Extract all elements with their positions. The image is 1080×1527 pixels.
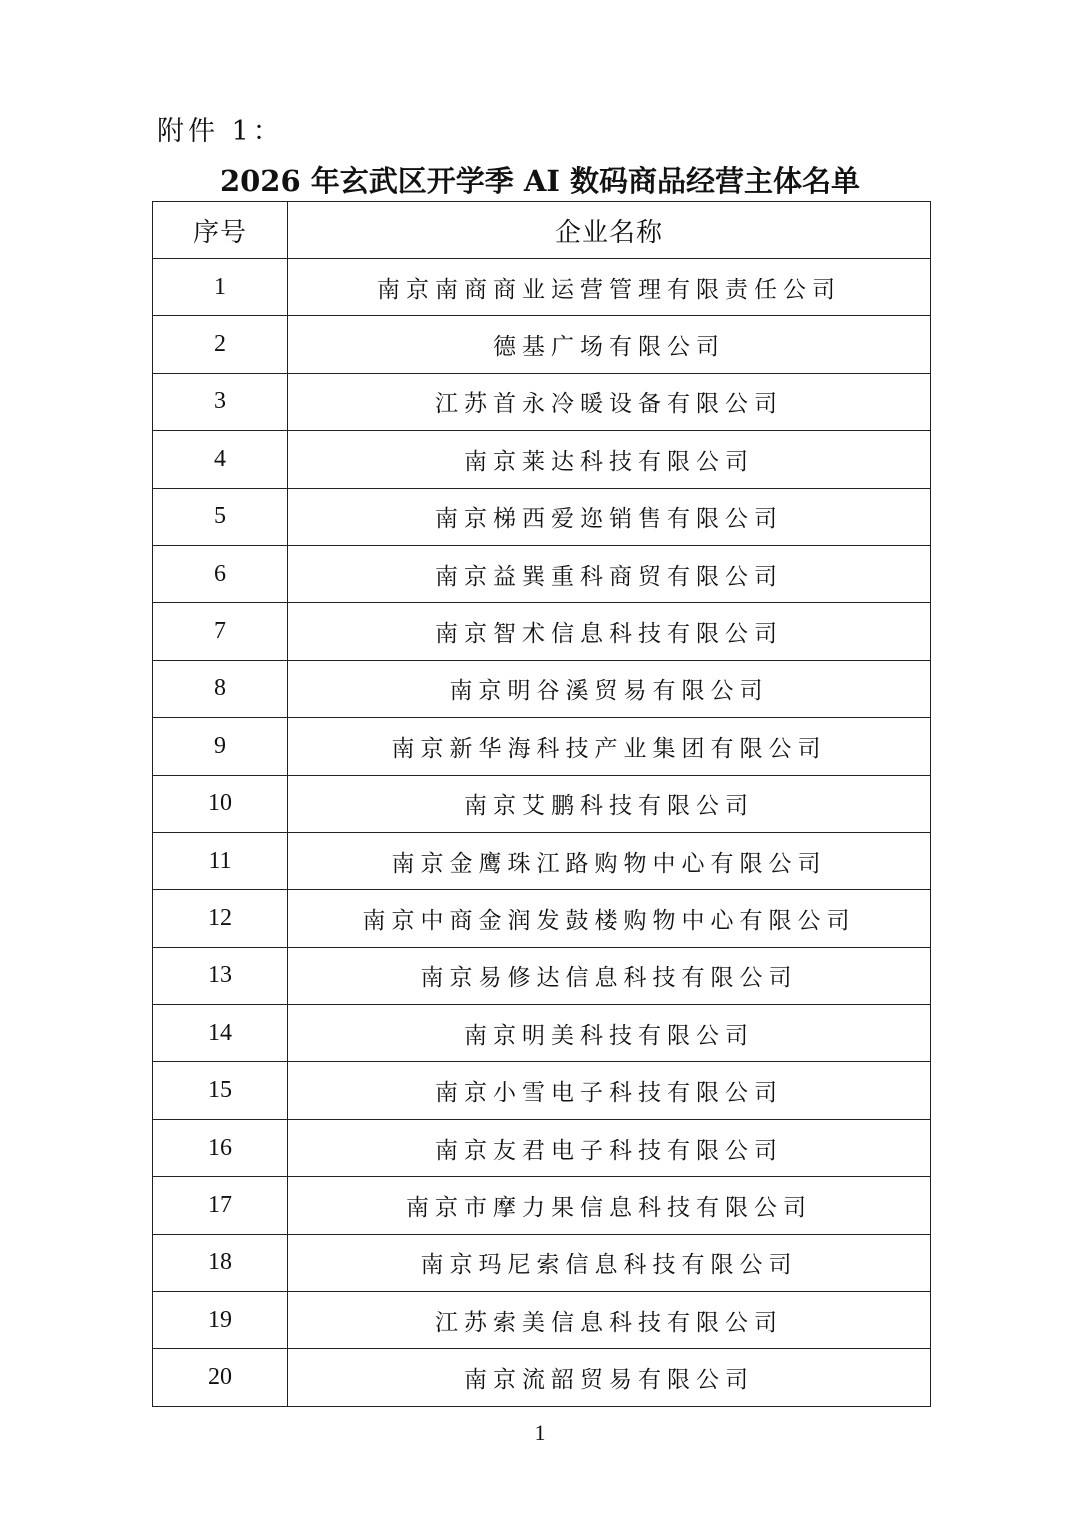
row-number: 5: [153, 488, 288, 545]
enterprise-name: 南京梯西爱迩销售有限公司: [288, 488, 931, 545]
page-number: 1: [534, 1420, 546, 1445]
table-row: [153, 1349, 931, 1406]
enterprise-table: [152, 201, 931, 1407]
table-row: [153, 890, 931, 947]
row-number: 4: [153, 431, 288, 488]
table-row: [153, 1005, 931, 1062]
table-row: [153, 545, 931, 602]
row-number: 17: [153, 1177, 288, 1234]
header-serial-number: 序号: [153, 202, 288, 259]
row-number: 20: [153, 1349, 288, 1406]
row-number: 11: [153, 832, 288, 889]
enterprise-name: 南京明谷溪贸易有限公司: [288, 660, 931, 717]
row-number: 15: [153, 1062, 288, 1119]
table-row: [153, 373, 931, 430]
row-number: 9: [153, 718, 288, 775]
enterprise-name: 南京中商金润发鼓楼购物中心有限公司: [288, 890, 931, 947]
row-number: 10: [153, 775, 288, 832]
enterprise-name: 南京市摩力果信息科技有限公司: [288, 1177, 931, 1234]
header-enterprise-name: 企业名称: [288, 202, 931, 259]
table-row: [153, 431, 931, 488]
row-number: 19: [153, 1292, 288, 1349]
table-row: [153, 316, 931, 373]
table-row: [153, 660, 931, 717]
table-row: [153, 1234, 931, 1291]
table-row: [153, 947, 931, 1004]
row-number: 16: [153, 1119, 288, 1176]
row-number: 8: [153, 660, 288, 717]
enterprise-name: 南京艾鹏科技有限公司: [288, 775, 931, 832]
table-row: [153, 1062, 931, 1119]
table-header-row: [153, 202, 931, 259]
enterprise-name: 南京明美科技有限公司: [288, 1005, 931, 1062]
enterprise-name: 南京玛尼索信息科技有限公司: [288, 1234, 931, 1291]
enterprise-name: 南京益巽重科商贸有限公司: [288, 545, 931, 602]
row-number: 13: [153, 947, 288, 1004]
attachment-label: 附件 1：: [157, 116, 284, 147]
enterprise-name: 南京友君电子科技有限公司: [288, 1119, 931, 1176]
enterprise-name: 江苏索美信息科技有限公司: [288, 1292, 931, 1349]
table-row: [153, 832, 931, 889]
row-number: 7: [153, 603, 288, 660]
table-row: [153, 1119, 931, 1176]
row-number: 1: [153, 259, 288, 316]
enterprise-name: 南京易修达信息科技有限公司: [288, 947, 931, 1004]
enterprise-name: 南京新华海科技产业集团有限公司: [288, 718, 931, 775]
row-number: 2: [153, 316, 288, 373]
enterprise-name: 南京流韶贸易有限公司: [288, 1349, 931, 1406]
table-row: [153, 775, 931, 832]
row-number: 3: [153, 373, 288, 430]
row-number: 14: [153, 1005, 288, 1062]
row-number: 6: [153, 545, 288, 602]
enterprise-name: 德基广场有限公司: [288, 316, 931, 373]
enterprise-name: 南京南商商业运营管理有限责任公司: [288, 259, 931, 316]
enterprise-name: 南京智术信息科技有限公司: [288, 603, 931, 660]
table-row: [153, 1292, 931, 1349]
table-row: [153, 488, 931, 545]
enterprise-name: 江苏首永冷暖设备有限公司: [288, 373, 931, 430]
enterprise-name: 南京小雪电子科技有限公司: [288, 1062, 931, 1119]
table-row: [153, 603, 931, 660]
table-row: [153, 1177, 931, 1234]
table-row: [153, 718, 931, 775]
enterprise-name: 南京金鹰珠江路购物中心有限公司: [288, 832, 931, 889]
row-number: 18: [153, 1234, 288, 1291]
table-row: [153, 259, 931, 316]
row-number: 12: [153, 890, 288, 947]
enterprise-name: 南京莱达科技有限公司: [288, 431, 931, 488]
document-title: 2026 年玄武区开学季 AI 数码商品经营主体名单: [219, 164, 861, 198]
